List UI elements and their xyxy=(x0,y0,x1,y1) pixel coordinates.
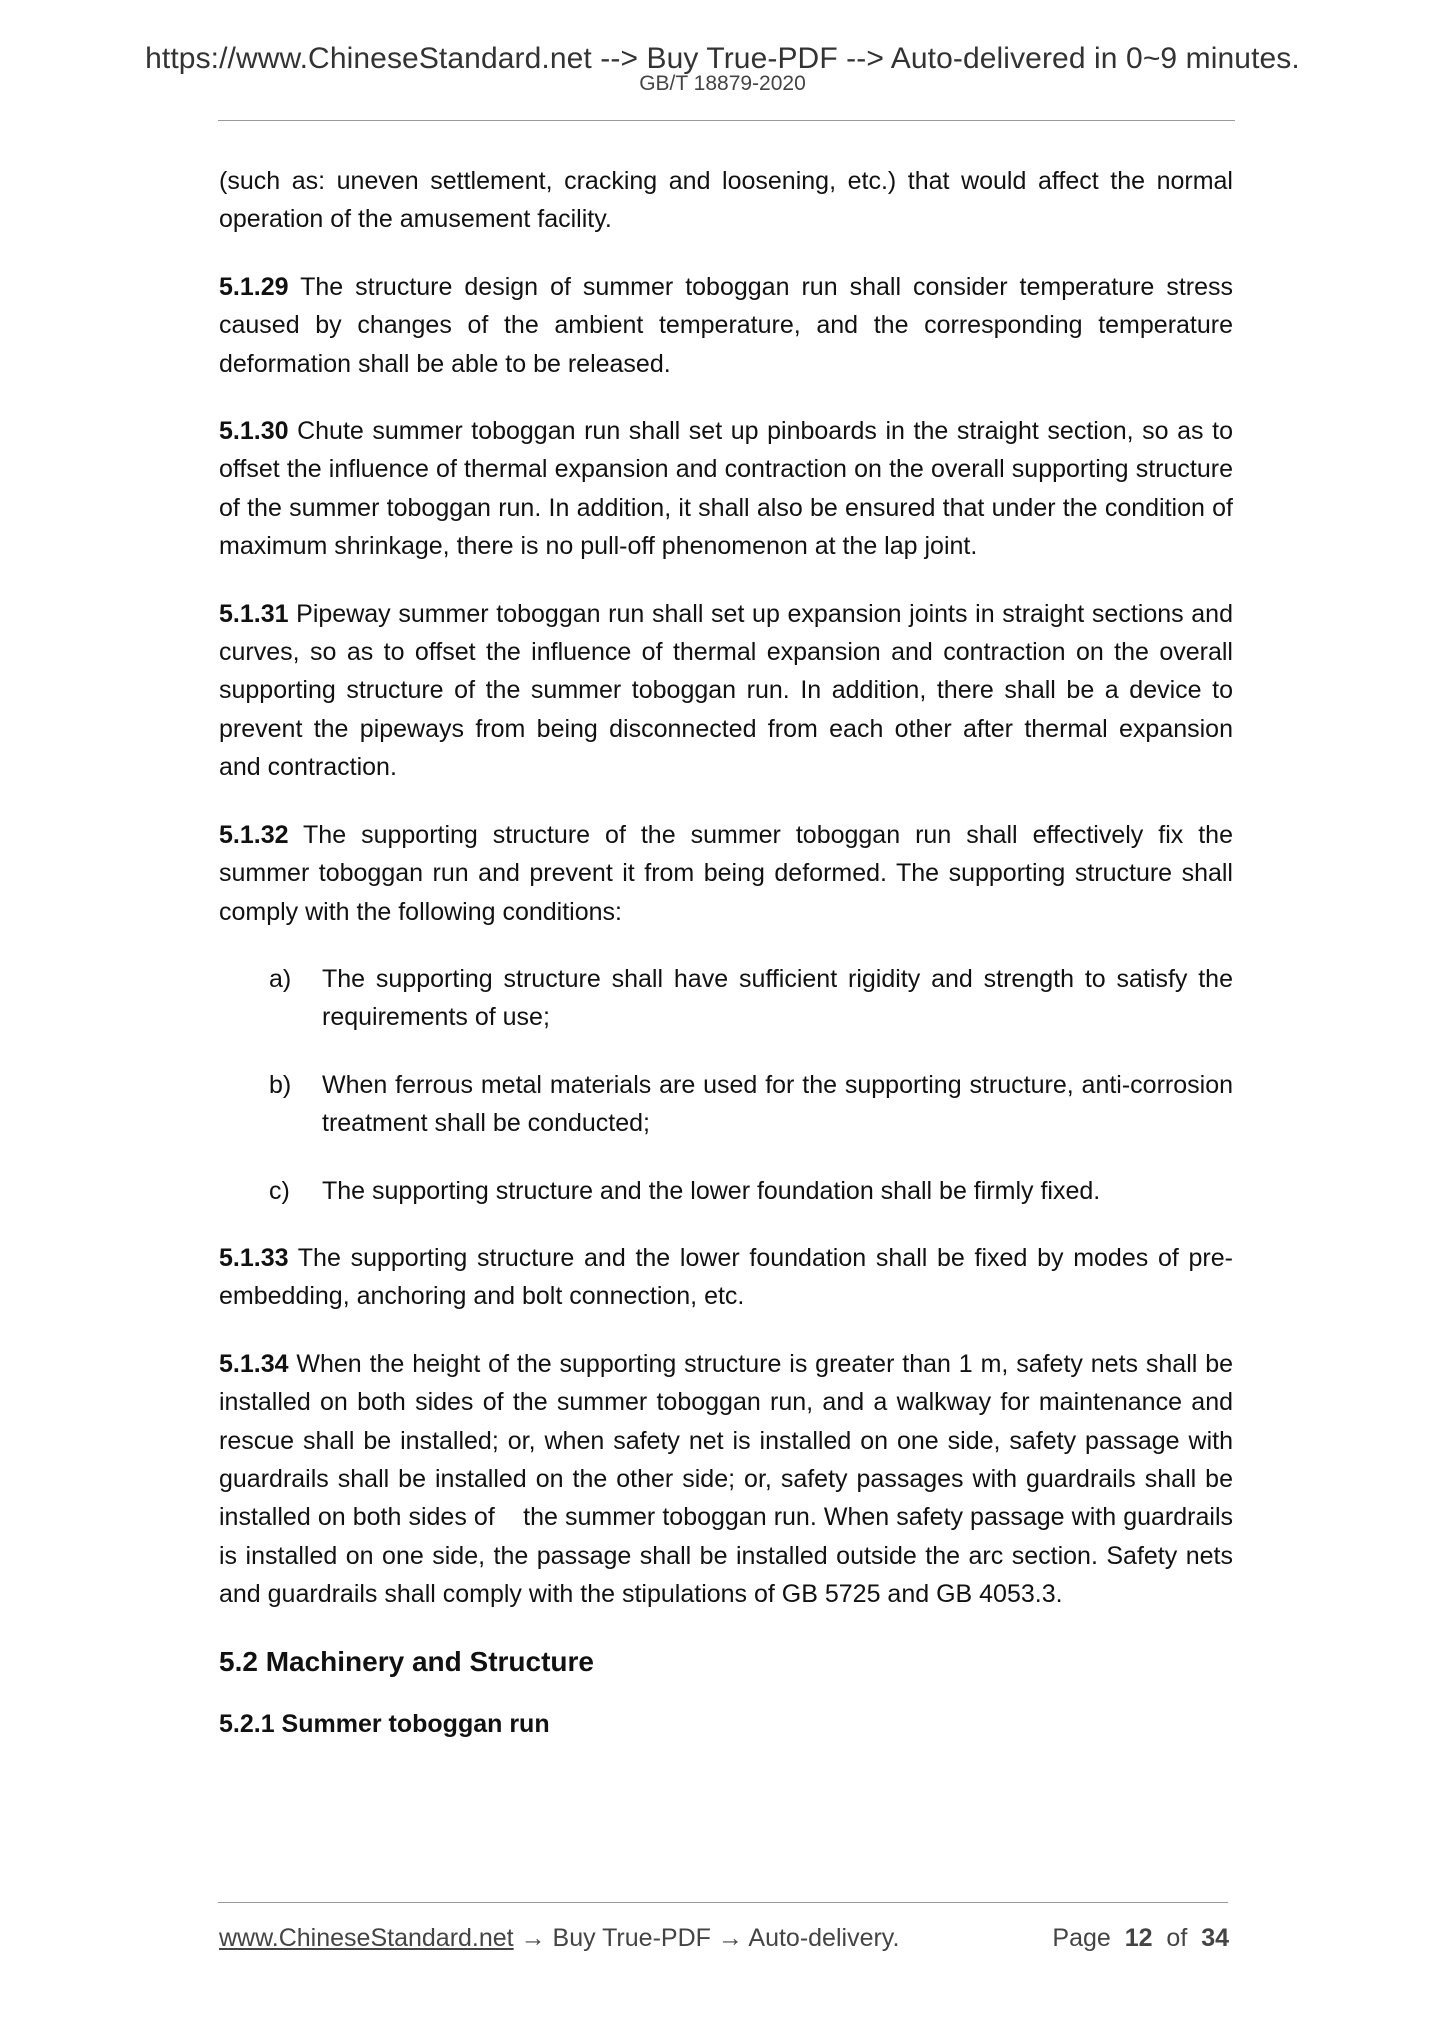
clause-number: 5.1.33 xyxy=(219,1243,289,1272)
page-content xyxy=(219,162,1233,1743)
clause-number: 5.1.29 xyxy=(219,272,289,301)
clause-text: Chute summer toboggan run shall set up pinboards in the straight section, so as to offset the influence of thermal expansion and contraction on the overall supporting structure of the summer toboggan run. In addition, it shall also be ensured that under the condition of maximum shrinkage, there is no pull-off phenomenon at the lap joint. xyxy=(219,417,1233,561)
footer-left xyxy=(219,1924,899,1953)
clause-5-1-30 xyxy=(219,412,1233,566)
document-code: GB/T 18879-2020 xyxy=(639,72,806,95)
clause-text: Pipeway summer toboggan run shall set up expansion joints in straight sections and curves, so as to offset the influence of thermal expansion and contraction on the overall supporting structure of the summer toboggan run. In addition, there shall be a device to prevent the pipeways from being disconnected from each other after thermal expansion and contraction. xyxy=(219,599,1233,782)
page-indicator xyxy=(1052,1924,1229,1953)
of-label: of xyxy=(1166,1924,1188,1952)
clause-5-1-34 xyxy=(219,1345,1233,1614)
list-marker: a) xyxy=(269,964,292,993)
page-label: Page xyxy=(1052,1924,1111,1952)
banner-text: --> Buy True-PDF --> Auto-delivered in 0~9 minutes. xyxy=(591,42,1300,75)
top-banner xyxy=(0,42,1445,76)
clause-number: 5.1.30 xyxy=(219,417,289,446)
page-number: 12 xyxy=(1124,1924,1153,1952)
footer-divider xyxy=(218,1902,1228,1903)
list-item xyxy=(219,1066,1233,1143)
footer-site-link[interactable]: www.ChineseStandard.net xyxy=(219,1924,514,1952)
list-item-text: When ferrous metal materials are used for the supporting structure, anti-corrosion treatment shall be conducted; xyxy=(322,1070,1233,1138)
clause-number: 5.1.31 xyxy=(219,599,289,628)
clause-text: The supporting structure and the lower foundation shall be fixed by modes of pre-embedding, anchoring and bolt connection, etc. xyxy=(219,1243,1233,1311)
clause-5-1-29 xyxy=(219,268,1233,383)
page-total: 34 xyxy=(1201,1924,1229,1952)
clause-5-1-32 xyxy=(219,816,1233,931)
clause-text: The supporting structure of the summer toboggan run shall effectively fix the summer toboggan run and prevent it from being deformed. The supporting structure shall comply with the following conditions: xyxy=(219,820,1233,926)
conditions-list xyxy=(219,960,1233,1210)
header-divider xyxy=(218,120,1235,121)
list-item-text: The supporting structure shall have sufficient rigidity and strength to satisfy the requirements of use; xyxy=(322,964,1233,1032)
section-heading: 5.2 Machinery and Structure xyxy=(219,1645,595,1677)
clause-5-1-33 xyxy=(219,1239,1233,1316)
clause-5-1-31 xyxy=(219,595,1233,787)
page-footer xyxy=(219,1924,1229,1953)
clause-number: 5.1.34 xyxy=(219,1349,289,1378)
banner-link[interactable]: https://www.ChineseStandard.net xyxy=(145,42,592,75)
list-item xyxy=(219,960,1233,1037)
list-marker: c) xyxy=(269,1176,290,1205)
clause-text: The structure design of summer toboggan run shall consider temperature stress caused by changes of the ambient temperature, and the corresponding temperature deformation shall be able to be released. xyxy=(219,272,1233,378)
list-marker: b) xyxy=(269,1070,292,1099)
clause-text: When the height of the supporting structure is greater than 1 m, safety nets shall be installed on both sides of the summer toboggan run, and a walkway for maintenance and rescue shall be installed; or, when safety net is installed on one side, safety passage with guardrails shall be installed on the other side; or, safety passages with guardrails shall be installed on both sides of the summer toboggan run. When safety passage with guardrails is installed on one side, the passage shall be installed outside the arc section. Safety nets and guardrails shall comply with the stipulations of GB 5725 and GB 4053.3. xyxy=(219,1349,1233,1609)
footer-tagline: → Buy True-PDF → Auto-delivery. xyxy=(513,1924,900,1952)
list-item-text: The supporting structure and the lower foundation shall be firmly fixed. xyxy=(322,1176,1101,1205)
continuation-paragraph: (such as: uneven settlement, cracking and loosening, etc.) that would affect the normal operation of the amusement facility. xyxy=(219,167,1233,234)
list-item xyxy=(219,1172,1233,1210)
clause-number: 5.1.32 xyxy=(219,820,289,849)
subsection-heading: 5.2.1 Summer toboggan run xyxy=(219,1709,550,1738)
